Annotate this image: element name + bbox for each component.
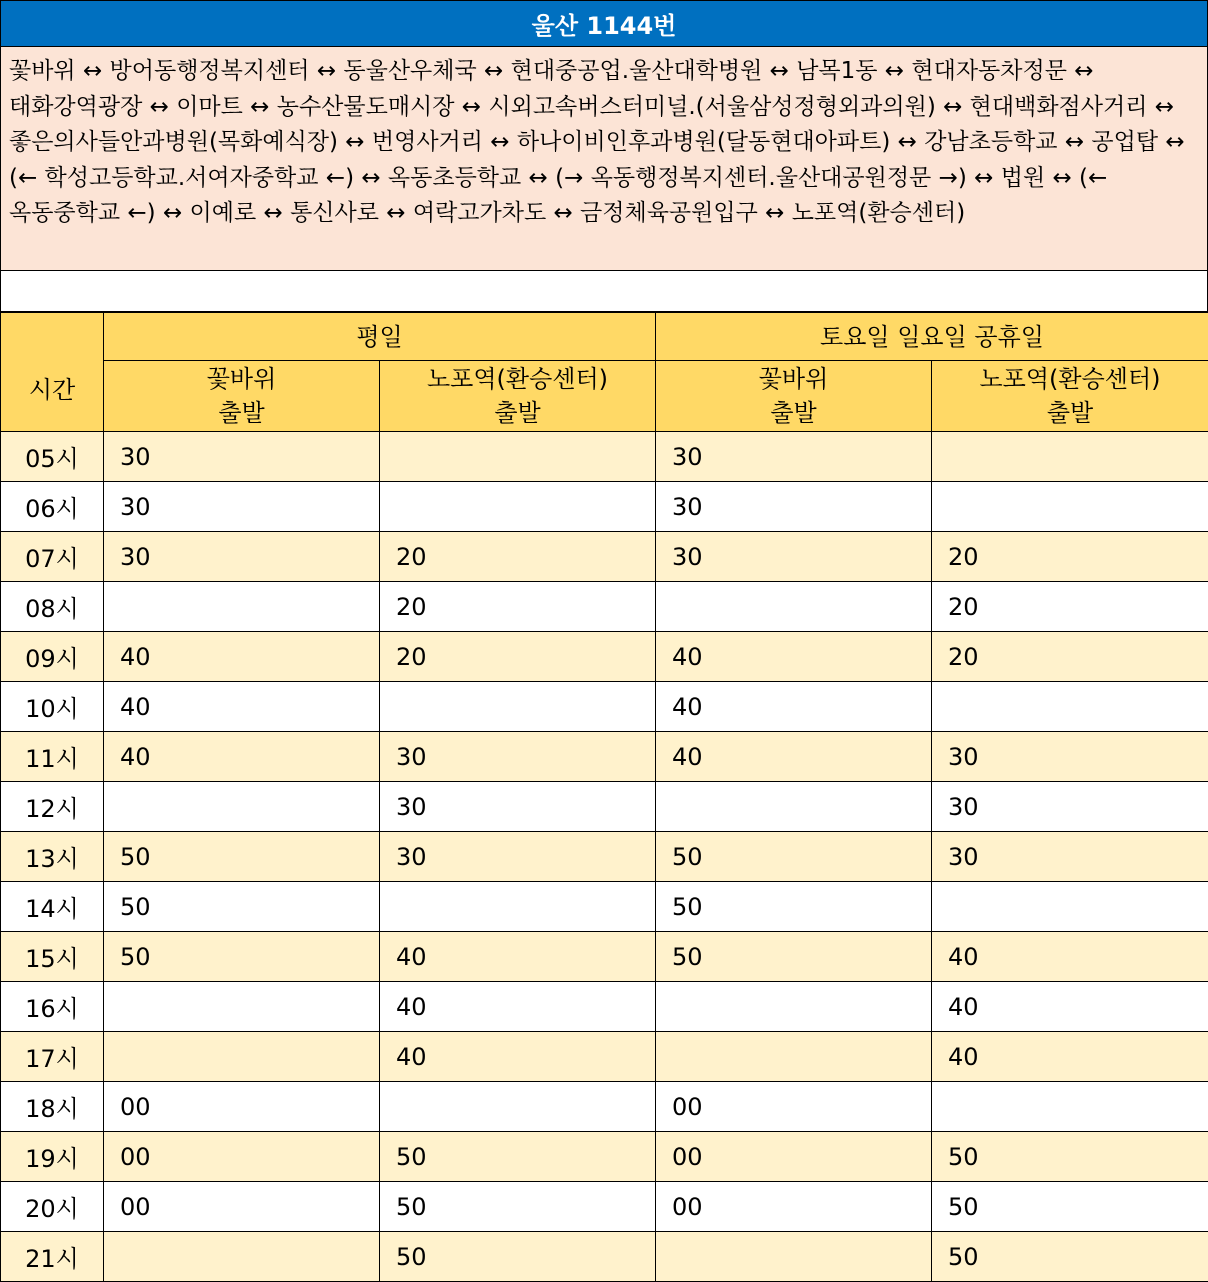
weekend-dep-b-cell: 40 <box>932 1032 1208 1082</box>
weekend-dep-b-cell: 20 <box>932 632 1208 682</box>
weekday-dep-b-cell: 30 <box>380 832 656 882</box>
hour-cell: 08시 <box>1 582 104 632</box>
weekend-dep-b-cell <box>932 432 1208 482</box>
weekend-dep-b-cell: 40 <box>932 982 1208 1032</box>
dep-b-suffix: 출발 <box>494 399 541 427</box>
weekend-dep-a-cell <box>656 582 932 632</box>
weekend-dep-b-cell <box>932 482 1208 532</box>
weekend-dep-a-cell: 30 <box>656 532 932 582</box>
weekday-dep-a-cell: 30 <box>104 432 380 482</box>
weekend-dep-b-cell: 50 <box>932 1182 1208 1232</box>
weekday-dep-b-cell <box>380 482 656 532</box>
hour-cell: 09시 <box>1 632 104 682</box>
hour-cell: 18시 <box>1 1082 104 1132</box>
table-row <box>1 982 1208 1032</box>
weekday-dep-a-cell: 00 <box>104 1182 380 1232</box>
dep-b-suffix: 출발 <box>1046 399 1094 427</box>
weekend-dep-b-cell: 50 <box>932 1232 1208 1282</box>
hour-cell: 16시 <box>1 982 104 1032</box>
table-row <box>1 832 1208 882</box>
weekday-dep-a-cell: 30 <box>104 482 380 532</box>
weekday-dep-a-cell: 50 <box>104 932 380 982</box>
weekend-dep-b-cell: 40 <box>932 932 1208 982</box>
weekday-dep-a-cell <box>104 1232 380 1282</box>
weekend-dep-a-cell: 50 <box>656 932 932 982</box>
table-row <box>1 1032 1208 1082</box>
weekday-dep-b-cell: 50 <box>380 1132 656 1182</box>
weekday-dep-a-cell <box>104 982 380 1032</box>
weekend-dep-b-header <box>932 361 1208 432</box>
table-row <box>1 1232 1208 1282</box>
hour-cell: 13시 <box>1 832 104 882</box>
weekday-dep-a-cell: 40 <box>104 682 380 732</box>
weekday-dep-b-cell: 40 <box>380 982 656 1032</box>
weekday-dep-b-cell <box>380 882 656 932</box>
weekday-dep-b-cell: 20 <box>380 632 656 682</box>
table-row <box>1 1182 1208 1232</box>
weekday-dep-a-cell: 40 <box>104 732 380 782</box>
hour-cell: 20시 <box>1 1182 104 1232</box>
weekday-dep-a-cell: 50 <box>104 882 380 932</box>
weekend-dep-b-cell: 30 <box>932 782 1208 832</box>
weekday-dep-b-header <box>380 361 656 432</box>
dep-a-suffix: 출발 <box>218 399 265 427</box>
weekend-dep-a-cell <box>656 782 932 832</box>
weekend-dep-a-cell <box>656 1032 932 1082</box>
weekday-dep-a-header <box>104 361 380 432</box>
table-row <box>1 582 1208 632</box>
weekend-dep-b-cell <box>932 682 1208 732</box>
route-description: 꽃바위 ↔ 방어동행정복지센터 ↔ 동울산우체국 ↔ 현대중공업.울산대학병원 ↔ 남목1동 ↔ 현대자동차정문 ↔ 태화강역광장 ↔ 이마트 ↔ 농수산물도매시장 ↔ 시외고속버스터미널.(서울삼성정형외과의원) ↔ 현대백화점사거리 ↔ 좋은의사들안과병원(목화예식장) ↔ 번영사거리 ↔ 하나이비인후과병원(달동현대아파트) ↔ 강남초등학교 ↔ 공업탑 ↔ (← 학성고등학교.서여자중학교 ←) ↔ 옥동초등학교 ↔ (→ 옥동행정복지센터.울산대공원정문 →) ↔ 법원 ↔ (← 옥동중학교 ←) ↔ 이예로 ↔ 통신사로 ↔ 여락고가차도 ↔ 금정체육공원입구 ↔ 노포역(환승센터) <box>0 47 1208 271</box>
hour-cell: 05시 <box>1 432 104 482</box>
weekday-dep-b-cell: 40 <box>380 932 656 982</box>
hour-cell: 10시 <box>1 682 104 732</box>
weekend-dep-b-cell: 20 <box>932 532 1208 582</box>
table-row <box>1 782 1208 832</box>
hour-cell: 19시 <box>1 1132 104 1182</box>
hour-cell: 17시 <box>1 1032 104 1082</box>
weekend-dep-a-cell: 00 <box>656 1082 932 1132</box>
weekday-dep-b-cell: 20 <box>380 582 656 632</box>
hour-cell: 07시 <box>1 532 104 582</box>
table-row <box>1 482 1208 532</box>
weekday-dep-a-cell <box>104 782 380 832</box>
weekday-dep-a-cell <box>104 582 380 632</box>
weekday-dep-a-cell: 50 <box>104 832 380 882</box>
weekday-dep-b-cell: 50 <box>380 1232 656 1282</box>
table-row <box>1 1082 1208 1132</box>
weekend-dep-a-cell: 40 <box>656 682 932 732</box>
page-title: 울산 1144번 <box>0 0 1208 47</box>
header-row-days <box>1 313 1208 361</box>
table-row <box>1 632 1208 682</box>
weekend-dep-a-cell: 00 <box>656 1132 932 1182</box>
weekday-dep-b-cell <box>380 682 656 732</box>
hour-cell: 11시 <box>1 732 104 782</box>
hour-cell: 21시 <box>1 1232 104 1282</box>
weekend-dep-b-cell <box>932 1082 1208 1132</box>
hour-cell: 14시 <box>1 882 104 932</box>
weekend-dep-b-cell: 30 <box>932 832 1208 882</box>
dep-b-name: 노포역(환승센터) <box>979 365 1161 393</box>
table-row <box>1 732 1208 782</box>
weekday-dep-a-cell: 00 <box>104 1082 380 1132</box>
weekday-dep-b-cell <box>380 432 656 482</box>
weekend-dep-a-cell: 30 <box>656 432 932 482</box>
time-header: 시간 <box>28 376 76 404</box>
dep-b-name: 노포역(환승센터) <box>426 365 608 393</box>
weekday-dep-a-cell: 40 <box>104 632 380 682</box>
time-header-cell <box>1 313 104 432</box>
weekday-dep-b-cell: 30 <box>380 732 656 782</box>
dep-a-name: 꽃바위 <box>758 365 829 393</box>
weekend-dep-b-cell <box>932 882 1208 932</box>
weekday-dep-a-cell: 30 <box>104 532 380 582</box>
weekend-dep-a-cell: 00 <box>656 1182 932 1232</box>
weekday-dep-b-cell: 40 <box>380 1032 656 1082</box>
table-row <box>1 532 1208 582</box>
weekend-dep-b-cell: 50 <box>932 1132 1208 1182</box>
hour-cell: 12시 <box>1 782 104 832</box>
weekday-dep-b-cell <box>380 1082 656 1132</box>
weekend-dep-a-cell <box>656 1232 932 1282</box>
weekend-dep-a-cell: 30 <box>656 482 932 532</box>
spacer-row <box>0 271 1208 312</box>
table-row <box>1 882 1208 932</box>
table-row <box>1 682 1208 732</box>
weekday-dep-b-cell: 20 <box>380 532 656 582</box>
weekday-dep-b-cell: 50 <box>380 1182 656 1232</box>
dep-a-suffix: 출발 <box>770 399 817 427</box>
header-row-departures <box>1 361 1208 432</box>
weekend-dep-b-cell: 20 <box>932 582 1208 632</box>
weekend-dep-a-cell: 40 <box>656 732 932 782</box>
table-row <box>1 932 1208 982</box>
timetable <box>0 312 1208 1282</box>
weekday-dep-a-cell: 00 <box>104 1132 380 1182</box>
table-row <box>1 1132 1208 1182</box>
weekday-header: 평일 <box>104 313 656 361</box>
weekend-dep-a-cell: 40 <box>656 632 932 682</box>
weekday-dep-b-cell: 30 <box>380 782 656 832</box>
weekend-header: 토요일 일요일 공휴일 <box>656 313 1208 361</box>
hour-cell: 06시 <box>1 482 104 532</box>
hour-cell: 15시 <box>1 932 104 982</box>
weekend-dep-a-cell: 50 <box>656 882 932 932</box>
weekend-dep-a-cell: 50 <box>656 832 932 882</box>
weekend-dep-b-cell: 30 <box>932 732 1208 782</box>
table-row <box>1 432 1208 482</box>
weekend-dep-a-header <box>656 361 932 432</box>
dep-a-name: 꽃바위 <box>206 365 277 393</box>
weekday-dep-a-cell <box>104 1032 380 1082</box>
weekend-dep-a-cell <box>656 982 932 1032</box>
